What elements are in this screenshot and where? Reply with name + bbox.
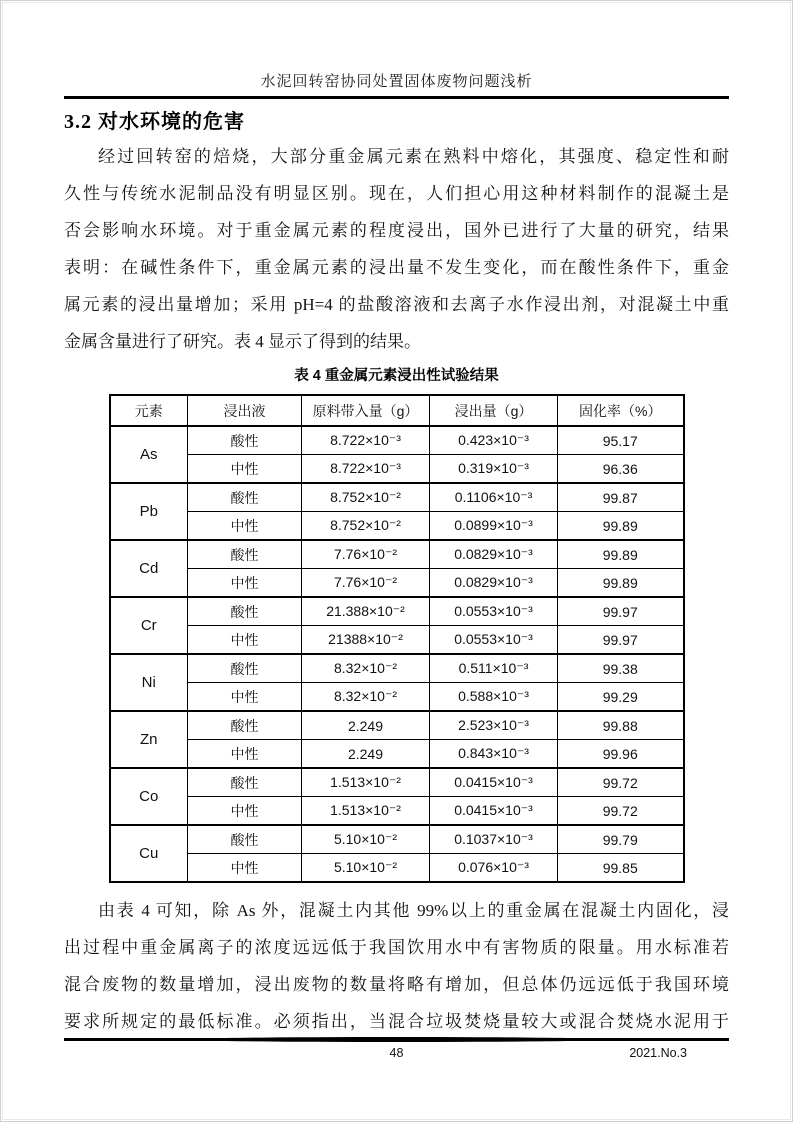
- leach-amount-cell: 0.423×10⁻³: [430, 426, 558, 455]
- running-head-title: 水泥回转窑协同处置固体废物问题浅析: [260, 74, 533, 90]
- solidification-rate-cell: 95.17: [558, 426, 684, 455]
- leach-amount-cell: 0.843×10⁻³: [430, 740, 558, 769]
- leach-amount-cell: 0.0829×10⁻³: [430, 569, 558, 598]
- solidification-rate-cell: 99.89: [558, 540, 684, 569]
- solidification-rate-cell: 99.96: [558, 740, 684, 769]
- table-row: [110, 597, 684, 626]
- solidification-rate-cell: 99.89: [558, 512, 684, 541]
- element-cell: Cd: [110, 540, 188, 597]
- intake-amount-cell: 1.513×10⁻²: [302, 768, 430, 797]
- intake-amount-cell: 7.76×10⁻²: [302, 569, 430, 598]
- paragraph-line: 久性与传统水泥制品没有明显区别。现在，人们担心用这种材料制作的混凝土是: [64, 184, 729, 203]
- table-row: [110, 654, 684, 683]
- paragraph-line: 金属含量进行了研究。表 4 显示了得到的结果。: [64, 332, 421, 351]
- leachate-cell: 中性: [188, 854, 302, 883]
- solidification-rate-cell: 99.88: [558, 711, 684, 740]
- leach-amount-cell: 0.1106×10⁻³: [430, 483, 558, 512]
- column-header: 固化率（%）: [558, 395, 684, 426]
- table-caption: 表 4 重金属元素浸出性试验结果: [294, 368, 499, 384]
- leachate-cell: 酸性: [188, 825, 302, 854]
- table-row: [110, 569, 684, 598]
- leach-amount-cell: 0.0415×10⁻³: [430, 768, 558, 797]
- leach-amount-cell: 0.0415×10⁻³: [430, 797, 558, 826]
- element-cell: Cu: [110, 825, 188, 882]
- intake-amount-cell: 8.722×10⁻³: [302, 455, 430, 484]
- table-row: [110, 711, 684, 740]
- intake-amount-cell: 2.249: [302, 740, 430, 769]
- leach-amount-cell: 0.1037×10⁻³: [430, 825, 558, 854]
- table-row: [110, 540, 684, 569]
- solidification-rate-cell: 99.29: [558, 683, 684, 712]
- footer-rule-bulge: [184, 1037, 610, 1042]
- table-row: [110, 740, 684, 769]
- table-body: [110, 426, 684, 882]
- leachate-cell: 中性: [188, 512, 302, 541]
- leachate-cell: 中性: [188, 626, 302, 655]
- intake-amount-cell: 2.249: [302, 711, 430, 740]
- intake-amount-cell: 5.10×10⁻²: [302, 854, 430, 883]
- table-row: [110, 825, 684, 854]
- paragraph-line: 混合废物的数量增加，浸出废物的数量将略有增加，但总体仍远远低于我国环境: [64, 975, 729, 994]
- table-row: [110, 512, 684, 541]
- table-row: [110, 426, 684, 455]
- table-row: [110, 683, 684, 712]
- leachate-cell: 酸性: [188, 483, 302, 512]
- table-row: [110, 455, 684, 484]
- table-row: [110, 797, 684, 826]
- leach-amount-cell: 0.588×10⁻³: [430, 683, 558, 712]
- column-header: 原料带入量（g）: [302, 395, 430, 426]
- issue-label: 2021.No.3: [629, 1046, 687, 1060]
- paragraph-line: 由表 4 可知，除 As 外，混凝土内其他 99%以上的重金属在混凝土内固化，浸: [98, 901, 729, 920]
- column-header: 浸出量（g）: [430, 395, 558, 426]
- element-cell: Cr: [110, 597, 188, 654]
- intake-amount-cell: 8.752×10⁻²: [302, 483, 430, 512]
- paragraph-line: 经过回转窑的焙烧，大部分重金属元素在熟料中熔化，其强度、稳定性和耐: [98, 147, 729, 166]
- solidification-rate-cell: 99.97: [558, 597, 684, 626]
- solidification-rate-cell: 99.72: [558, 768, 684, 797]
- table-row: [110, 854, 684, 883]
- paragraph-line: 属元素的浸出量增加；采用 pH=4 的盐酸溶液和去离子水作浸出剂，对混凝土中重: [64, 295, 729, 314]
- leachate-cell: 酸性: [188, 540, 302, 569]
- intake-amount-cell: 21.388×10⁻²: [302, 597, 430, 626]
- leachate-cell: 中性: [188, 455, 302, 484]
- solidification-rate-cell: 99.85: [558, 854, 684, 883]
- discussion-paragraph: [64, 892, 729, 1040]
- intake-amount-cell: 8.32×10⁻²: [302, 654, 430, 683]
- leachate-cell: 酸性: [188, 426, 302, 455]
- page-number: 48: [389, 1046, 404, 1060]
- solidification-rate-cell: 99.87: [558, 483, 684, 512]
- header-rule: [64, 96, 729, 99]
- leach-amount-cell: 0.076×10⁻³: [430, 854, 558, 883]
- leach-amount-cell: 0.319×10⁻³: [430, 455, 558, 484]
- intake-amount-cell: 7.76×10⁻²: [302, 540, 430, 569]
- element-cell: Pb: [110, 483, 188, 540]
- column-header: 元素: [110, 395, 188, 426]
- table-row: [110, 626, 684, 655]
- element-cell: Zn: [110, 711, 188, 768]
- leachate-cell: 酸性: [188, 597, 302, 626]
- column-header: 浸出液: [188, 395, 302, 426]
- paragraph-line: 出过程中重金属离子的浓度远远低于我国饮用水中有害物质的限量。用水标准若: [64, 938, 729, 957]
- solidification-rate-cell: 96.36: [558, 455, 684, 484]
- solidification-rate-cell: 99.79: [558, 825, 684, 854]
- leachate-cell: 酸性: [188, 711, 302, 740]
- leachate-cell: 酸性: [188, 768, 302, 797]
- leach-amount-cell: 0.511×10⁻³: [430, 654, 558, 683]
- section-heading: 3.2 对水环境的危害: [64, 111, 245, 133]
- leachate-cell: 中性: [188, 683, 302, 712]
- paragraph-line: 要求所规定的最低标准。必须指出，当混合垃圾焚烧量较大或混合焚烧水泥用于: [64, 1012, 729, 1031]
- leach-amount-cell: 0.0553×10⁻³: [430, 626, 558, 655]
- element-cell: Ni: [110, 654, 188, 711]
- leachate-cell: 中性: [188, 797, 302, 826]
- leachate-cell: 中性: [188, 740, 302, 769]
- solidification-rate-cell: 99.97: [558, 626, 684, 655]
- intake-amount-cell: 1.513×10⁻²: [302, 797, 430, 826]
- table-row: [110, 483, 684, 512]
- footer-rule: [64, 1038, 729, 1041]
- element-cell: Co: [110, 768, 188, 825]
- leach-amount-cell: 0.0899×10⁻³: [430, 512, 558, 541]
- intake-amount-cell: 8.752×10⁻²: [302, 512, 430, 541]
- results-table: [109, 394, 685, 883]
- intake-amount-cell: 5.10×10⁻²: [302, 825, 430, 854]
- intake-amount-cell: 8.32×10⁻²: [302, 683, 430, 712]
- paragraph-line: 否会影响水环境。对于重金属元素的程度浸出，国外已进行了大量的研究，结果: [64, 221, 729, 240]
- intake-amount-cell: 8.722×10⁻³: [302, 426, 430, 455]
- table-row: [110, 768, 684, 797]
- intro-paragraph: [64, 138, 729, 360]
- leach-amount-cell: 0.0553×10⁻³: [430, 597, 558, 626]
- solidification-rate-cell: 99.89: [558, 569, 684, 598]
- leachate-cell: 中性: [188, 569, 302, 598]
- leach-amount-cell: 2.523×10⁻³: [430, 711, 558, 740]
- paragraph-line: 表明：在碱性条件下，重金属元素的浸出量不发生变化，而在酸性条件下，重金: [64, 258, 729, 277]
- page-content: [1, 72, 792, 1040]
- solidification-rate-cell: 99.38: [558, 654, 684, 683]
- element-cell: As: [110, 426, 188, 483]
- table-header-row: [110, 395, 684, 426]
- leach-amount-cell: 0.0829×10⁻³: [430, 540, 558, 569]
- footer-row: [64, 1045, 729, 1062]
- page-footer: [64, 1038, 729, 1062]
- solidification-rate-cell: 99.72: [558, 797, 684, 826]
- intake-amount-cell: 21388×10⁻²: [302, 626, 430, 655]
- leachate-cell: 酸性: [188, 654, 302, 683]
